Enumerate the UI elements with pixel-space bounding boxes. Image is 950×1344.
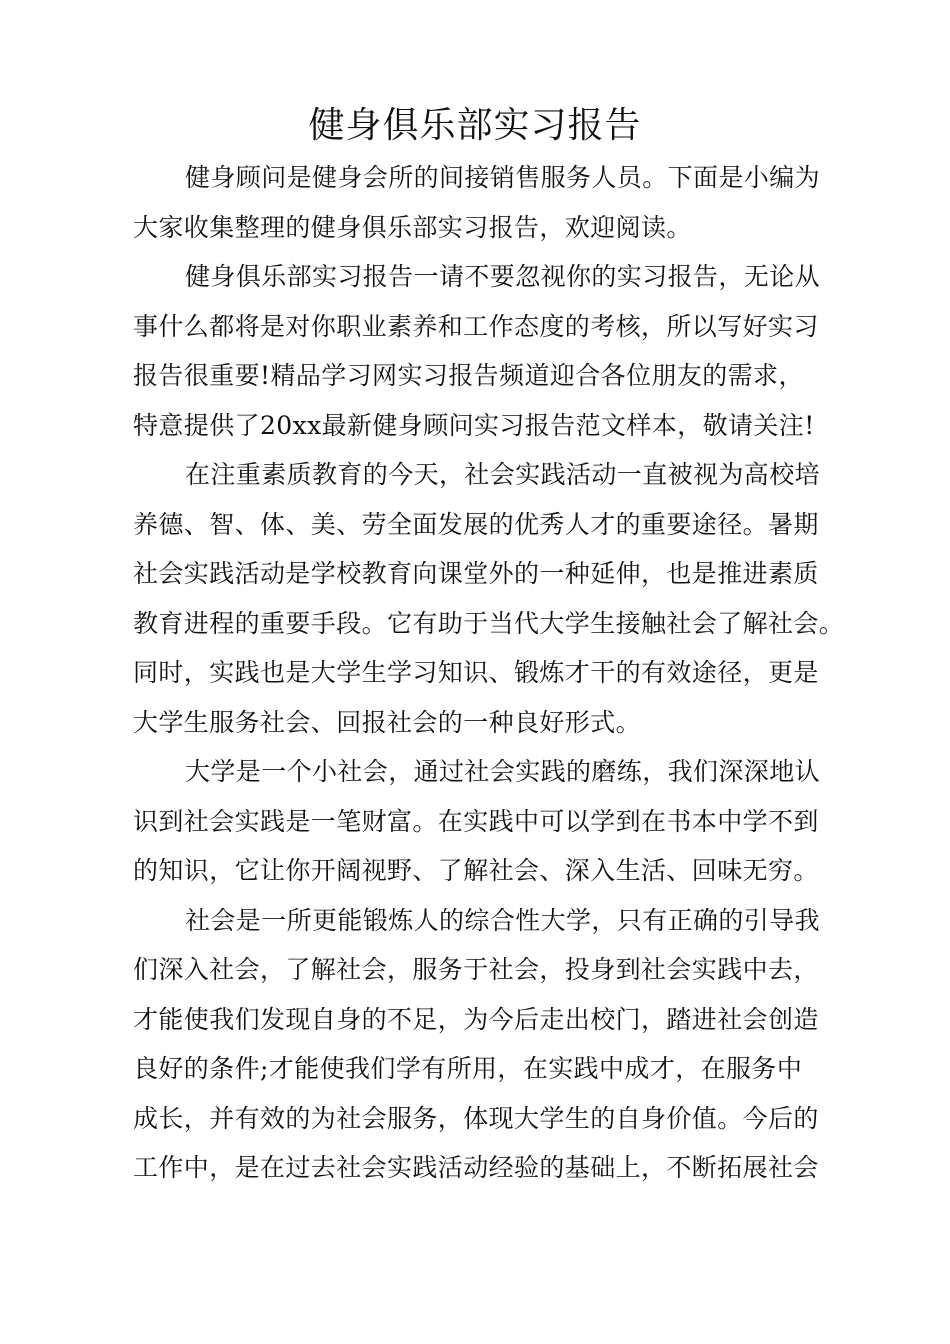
text-line: 特意提供了20xx最新健身顾问实习报告范文样本，敬请关注! [133,410,815,440]
paragraph-first-line: 健身俱乐部实习报告一请不要忽视你的实习报告，无论从 [185,262,821,291]
text-line: 大学生服务社会、回报社会的一种良好形式。 [133,707,642,737]
text-line: 识到社会实践是一笔财富。在实践中可以学到在书本中学不到 [133,806,819,836]
paragraph-first-line: 在注重素质教育的今天，社会实践活动一直被视为高校培 [185,460,821,489]
text-line: 良好的条件;才能使我们学有所用，在实践中成才，在服务中 [133,1054,803,1083]
text-line: 事什么都将是对你职业素养和工作态度的考核，所以写好实习 [133,311,819,341]
text-line: 的知识，它让你开阔视野、了解社会、深入生活、回味无穷。 [133,856,819,885]
paragraph-first-line: 大学是一个小社会，通过社会实践的磨练，我们深深地认 [185,757,821,786]
text-line: 大家收集整理的健身俱乐部实习报告，欢迎阅读。 [133,212,692,242]
document-body [133,153,845,1193]
text-line: 同时，实践也是大学生学习知识、锻炼才干的有效途径，更是 [133,658,819,687]
paragraph-first-line: 健身顾问是健身会所的间接销售服务人员。下面是小编为 [185,163,821,192]
document-title: 健身俱乐部实习报告 [308,105,642,146]
text-line: 社会实践活动是学校教育向课堂外的一种延伸，也是推进素质 [133,559,819,588]
text-line: 成长，并有效的为社会服务，体现大学生的自身价值。今后的 [133,1103,819,1133]
text-line: 报告很重要!精品学习网实习报告频道迎合各位朋友的需求， [133,361,804,390]
text-line: 养德、智、体、美、劳全面发展的优秀人才的重要途径。暑期 [133,509,819,539]
text-line: 教育进程的重要手段。它有助于当代大学生接触社会了解社会。 [133,608,845,638]
paragraph-first-line: 社会是一所更能锻炼人的综合性大学，只有正确的引导我 [185,905,821,935]
text-line: 们深入社会，了解社会，服务于社会，投身到社会实践中去， [133,955,819,984]
text-line: 工作中，是在过去社会实践活动经验的基础上，不断拓展社会 [133,1153,819,1182]
text-line: 才能使我们发现自身的不足，为今后走出校门，踏进社会创造 [133,1004,819,1034]
